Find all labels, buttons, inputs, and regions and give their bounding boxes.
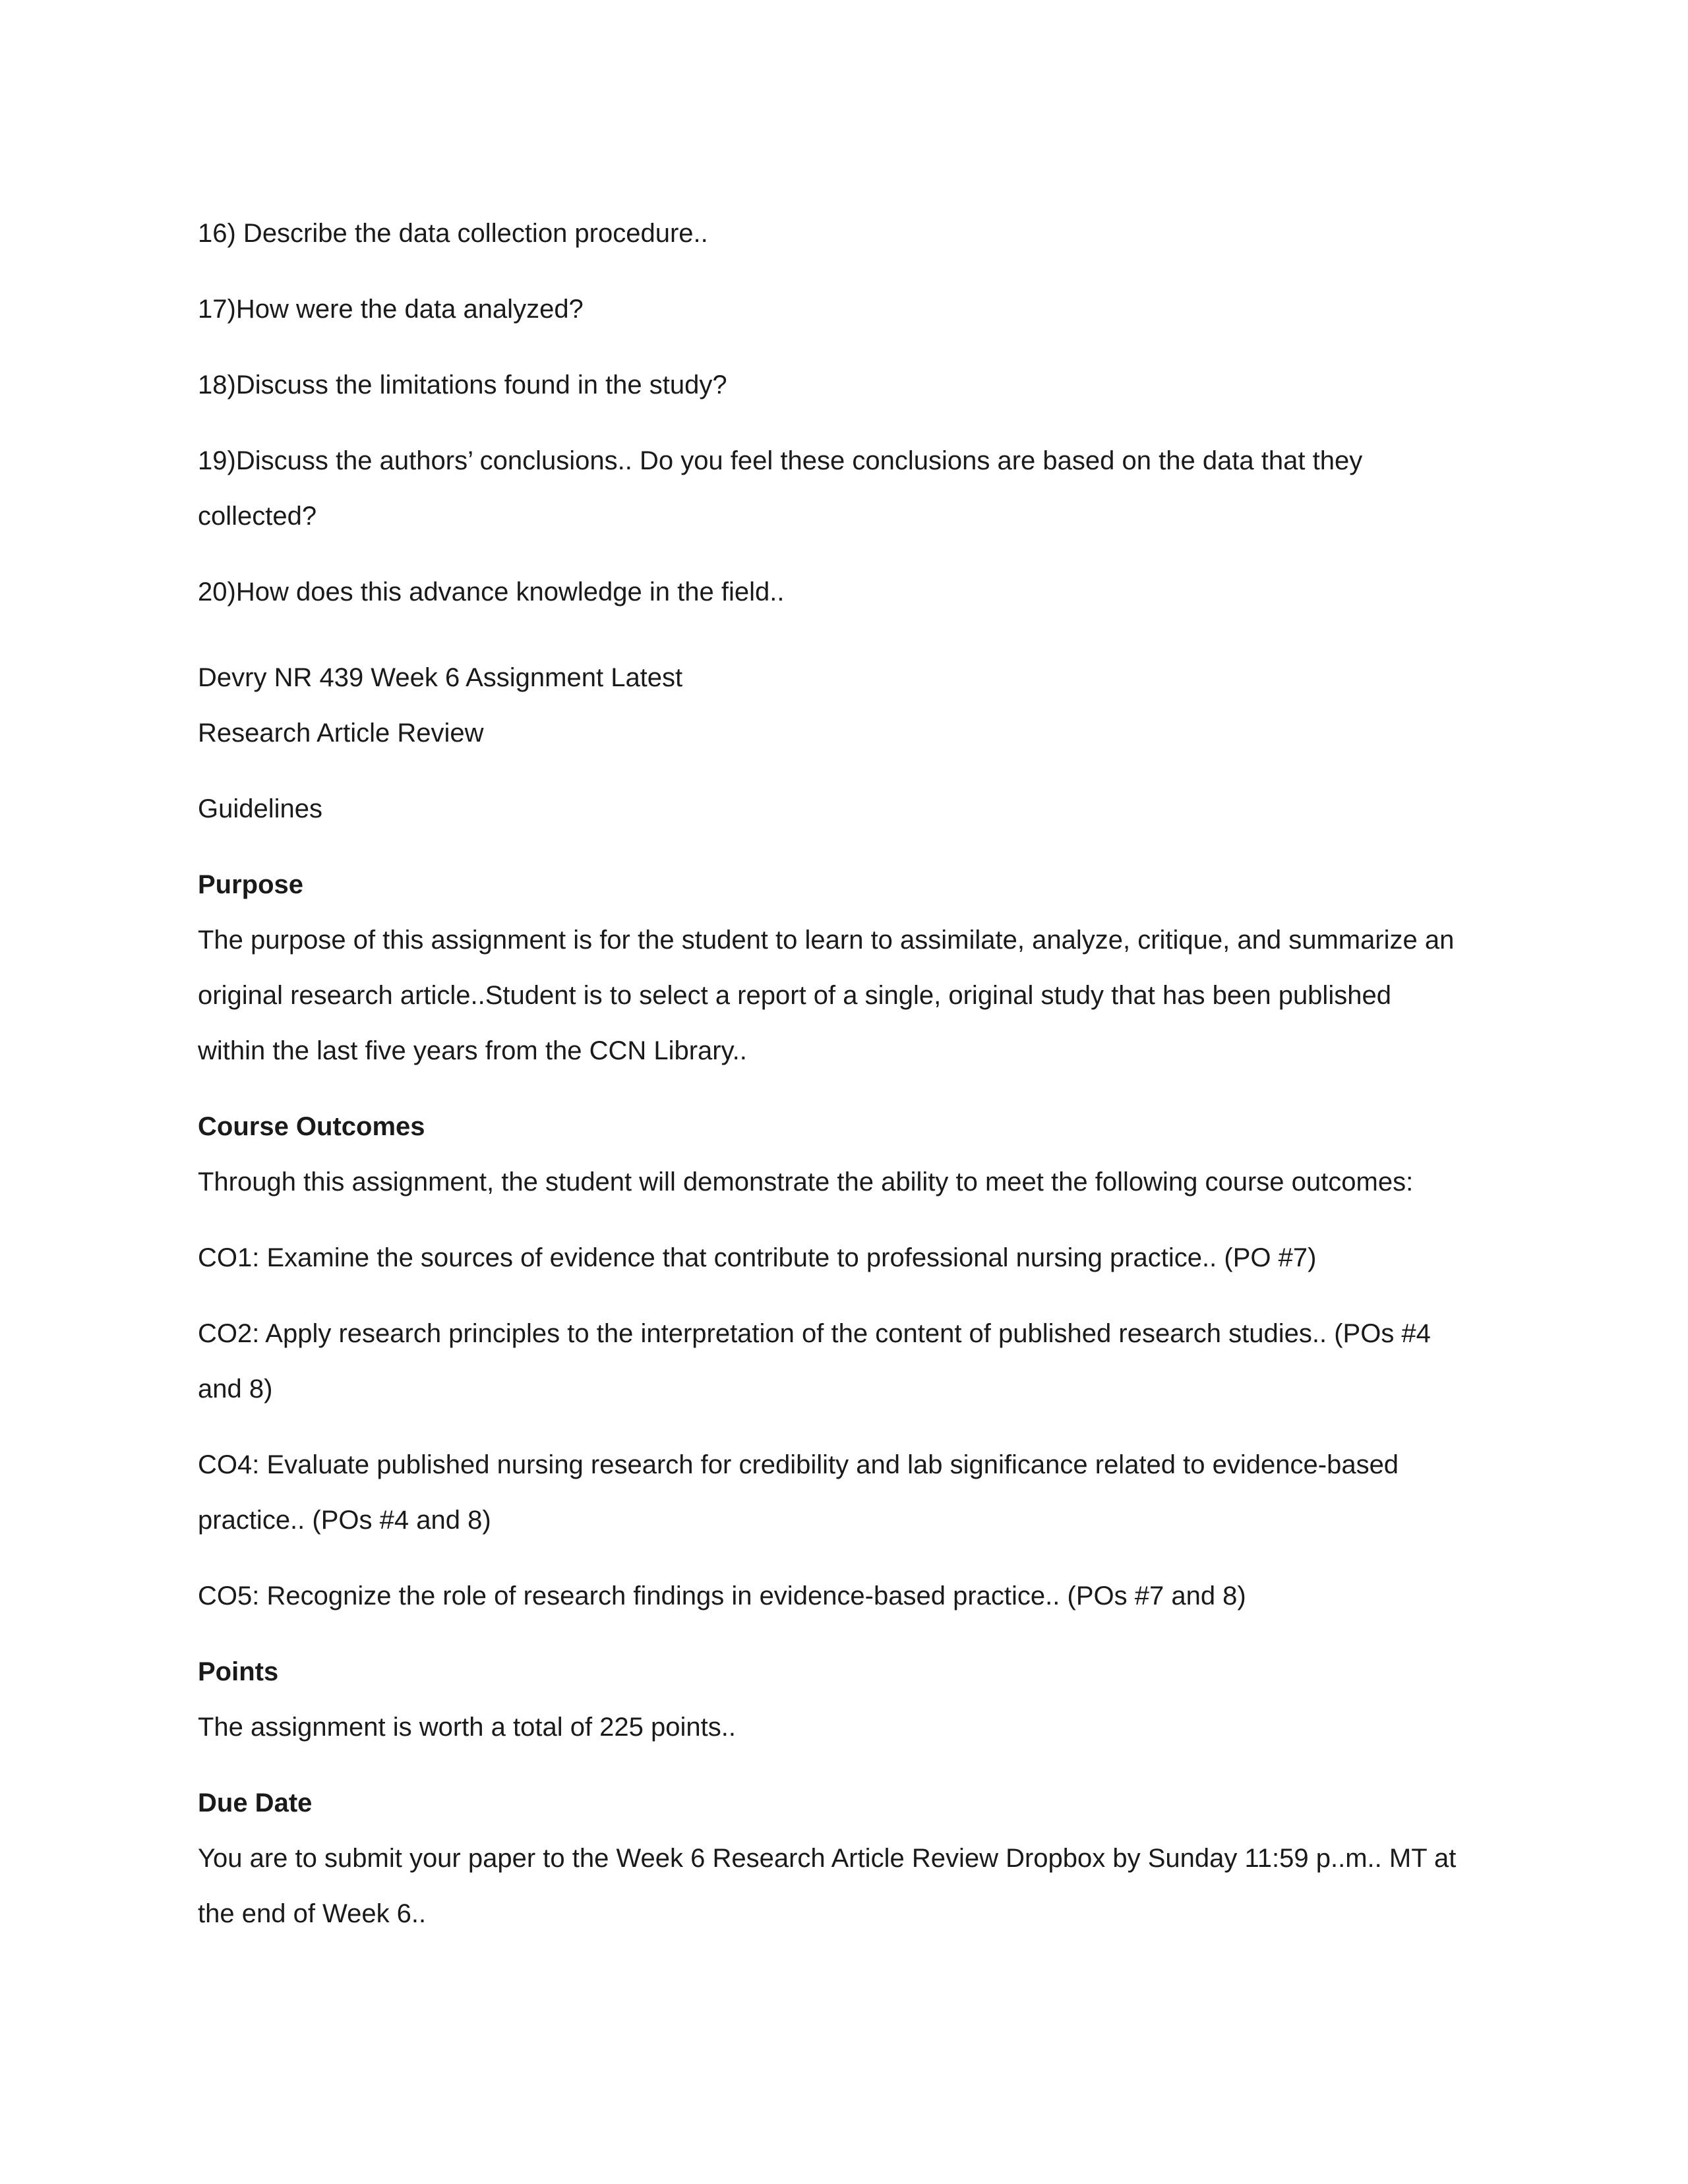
guidelines-label: Guidelines bbox=[198, 794, 323, 823]
course-outcome-co4-continued: practice.. (POs #4 and 8) bbox=[198, 1506, 491, 1535]
purpose-line-2: original research article..Student is to select a report of a single, original study that has been published bbox=[198, 981, 1391, 1010]
question-19-continued: collected? bbox=[198, 502, 317, 531]
course-outcomes-intro: Through this assignment, the student will demonstrate the ability to meet the following course outcomes: bbox=[198, 1167, 1414, 1196]
due-date-heading: Due Date bbox=[198, 1788, 313, 1817]
purpose-line-1: The purpose of this assignment is for the student to learn to assimilate, analyze, critique, and summarize an bbox=[198, 926, 1455, 955]
points-text: The assignment is worth a total of 225 points.. bbox=[198, 1713, 736, 1742]
question-16: 16) Describe the data collection procedure.. bbox=[198, 219, 708, 248]
assignment-title: Research Article Review bbox=[198, 719, 484, 748]
question-18: 18)Discuss the limitations found in the study? bbox=[198, 370, 727, 399]
document-body bbox=[198, 206, 1517, 1941]
due-date-line-1: You are to submit your paper to the Week 6 Research Article Review Dropbox by Sunday 11:59 p..m.. MT at bbox=[198, 1844, 1457, 1873]
question-17: 17)How were the data analyzed? bbox=[198, 295, 584, 324]
purpose-line-3: within the last five years from the CCN Library.. bbox=[198, 1036, 747, 1065]
course-outcome-co2-continued: and 8) bbox=[198, 1374, 273, 1403]
purpose-heading: Purpose bbox=[198, 870, 304, 899]
course-outcome-co2: CO2: Apply research principles to the interpretation of the content of published research studies.. (POs #4 bbox=[198, 1319, 1431, 1348]
points-heading: Points bbox=[198, 1657, 279, 1686]
course-outcome-co1: CO1: Examine the sources of evidence that contribute to professional nursing practice.. (PO #7) bbox=[198, 1243, 1317, 1272]
question-20: 20)How does this advance knowledge in the field.. bbox=[198, 577, 785, 606]
due-date-line-2: the end of Week 6.. bbox=[198, 1899, 427, 1928]
question-19: 19)Discuss the authors’ conclusions.. Do you feel these conclusions are based on the data that they bbox=[198, 446, 1363, 475]
course-title: Devry NR 439 Week 6 Assignment Latest bbox=[198, 663, 683, 692]
course-outcome-co4: CO4: Evaluate published nursing research for credibility and lab significance related to evidence-based bbox=[198, 1450, 1399, 1479]
course-outcome-co5: CO5: Recognize the role of research findings in evidence-based practice.. (POs #7 and 8) bbox=[198, 1581, 1246, 1610]
course-outcomes-heading: Course Outcomes bbox=[198, 1112, 425, 1141]
